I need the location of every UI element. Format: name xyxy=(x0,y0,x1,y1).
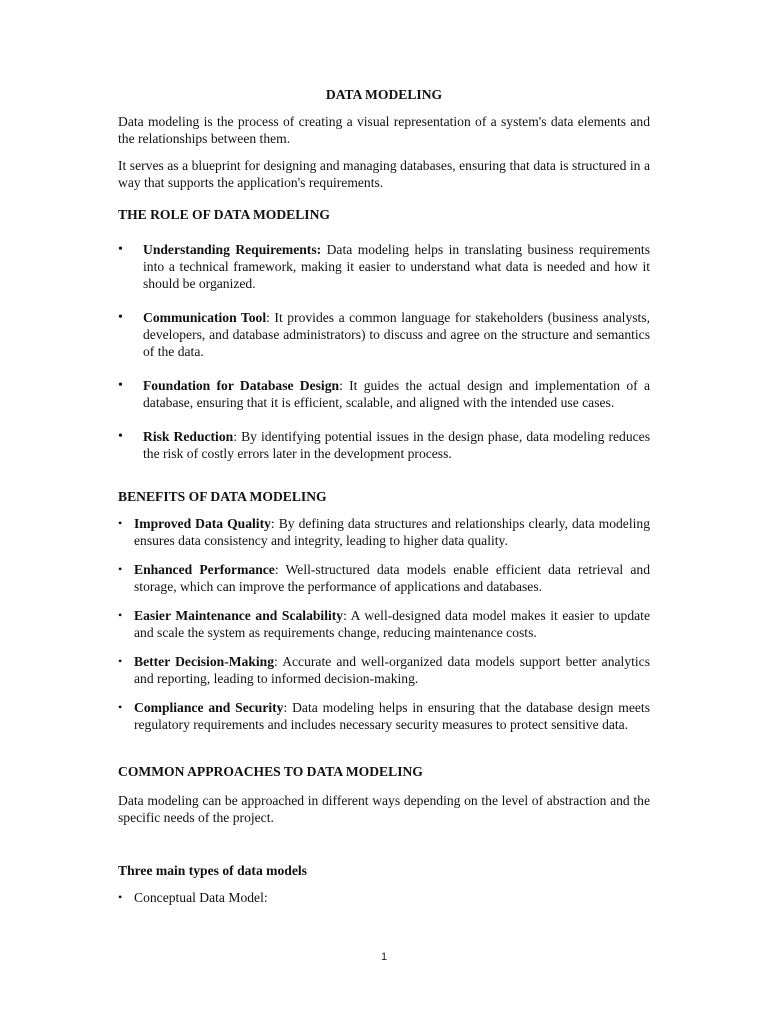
list-item-text: : A well-designed data model makes it easier to update and scale the system as requirements change, reducing maintenance costs. xyxy=(134,608,650,640)
list-item-text: : By identifying potential issues in the design phase, data modeling reduces the risk of costly errors later in the development process. xyxy=(143,429,650,461)
role-list xyxy=(118,241,650,462)
section-heading-types: Three main types of data models xyxy=(118,863,307,878)
bullet-icon: • xyxy=(118,429,123,444)
intro-paragraph-1: Data modeling is the process of creating a visual representation of a system's data elements and the relationships between them. xyxy=(118,114,650,146)
list-item-term: Easier Maintenance and Scalability xyxy=(134,608,344,623)
section-heading-role: THE ROLE OF DATA MODELING xyxy=(118,207,330,222)
bullet-icon: • xyxy=(118,242,123,257)
page-number: 1 xyxy=(380,951,388,963)
types-list xyxy=(118,889,650,906)
list-item-text: Data modeling helps in translating business requirements into a technical framework, making it easier to understand what data is needed and how it should be organized. xyxy=(143,242,650,291)
bullet-icon: • xyxy=(118,890,123,904)
list-item-term: Better Decision-Making xyxy=(134,654,275,669)
list-item-text: : By defining data structures and relationships clearly, data modeling ensures data consistency and integrity, leading to higher data quality. xyxy=(134,516,650,548)
list-item xyxy=(118,607,650,641)
list-item-term: Improved Data Quality xyxy=(134,516,271,531)
section-heading-benefits: BENEFITS OF DATA MODELING xyxy=(118,489,327,504)
list-item-term: Risk Reduction xyxy=(143,429,234,444)
list-item xyxy=(118,428,650,462)
list-item xyxy=(118,561,650,595)
list-item-text: : Well-structured data models enable efficient data retrieval and storage, which can improve the performance of applications and databases. xyxy=(134,562,651,594)
list-item-term: Foundation for Database Design xyxy=(143,378,340,393)
bullet-icon: • xyxy=(118,608,123,622)
list-item-text: : It guides the actual design and implementation of a database, ensuring that it is efficient, scalable, and aligned with the intended use cases. xyxy=(143,378,650,410)
section-heading-approaches: COMMON APPROACHES TO DATA MODELING xyxy=(118,764,423,779)
list-item xyxy=(118,241,650,292)
approaches-paragraph: Data modeling can be approached in different ways depending on the level of abstraction and the specific needs of the project. xyxy=(118,793,650,825)
list-item-text: : Data modeling helps in ensuring that the database design meets regulatory requirements and includes necessary security measures to protect sensitive data. xyxy=(134,700,650,732)
bullet-icon: • xyxy=(118,654,123,668)
list-item xyxy=(118,889,650,906)
document-title: DATA MODELING xyxy=(325,87,443,102)
list-item xyxy=(118,653,650,687)
document-page xyxy=(118,86,650,918)
list-item-term: Enhanced Performance xyxy=(134,562,275,577)
list-item-text: Conceptual Data Model: xyxy=(134,890,268,905)
bullet-icon: • xyxy=(118,562,123,576)
list-item-term: Communication Tool xyxy=(143,310,267,325)
bullet-icon: • xyxy=(118,378,123,393)
list-item xyxy=(118,377,650,411)
intro-paragraph-2: It serves as a blueprint for designing and managing databases, ensuring that data is structured in a way that supports the application's requirements. xyxy=(118,158,650,190)
list-item-text: : It provides a common language for stakeholders (business analysts, developers, and database administrators) to discuss and agree on the structure and semantics of the data. xyxy=(143,310,650,359)
list-item xyxy=(118,515,650,549)
list-item-term: Compliance and Security xyxy=(134,700,284,715)
bullet-icon: • xyxy=(118,516,123,530)
list-item xyxy=(118,309,650,360)
list-item-text: : Accurate and well-organized data models support better analytics and reporting, leading to informed decision-making. xyxy=(134,654,650,686)
bullet-icon: • xyxy=(118,700,123,714)
list-item xyxy=(118,699,650,733)
bullet-icon: • xyxy=(118,310,123,325)
list-item-term: Understanding Requirements: xyxy=(143,242,322,257)
benefits-list xyxy=(118,515,650,733)
